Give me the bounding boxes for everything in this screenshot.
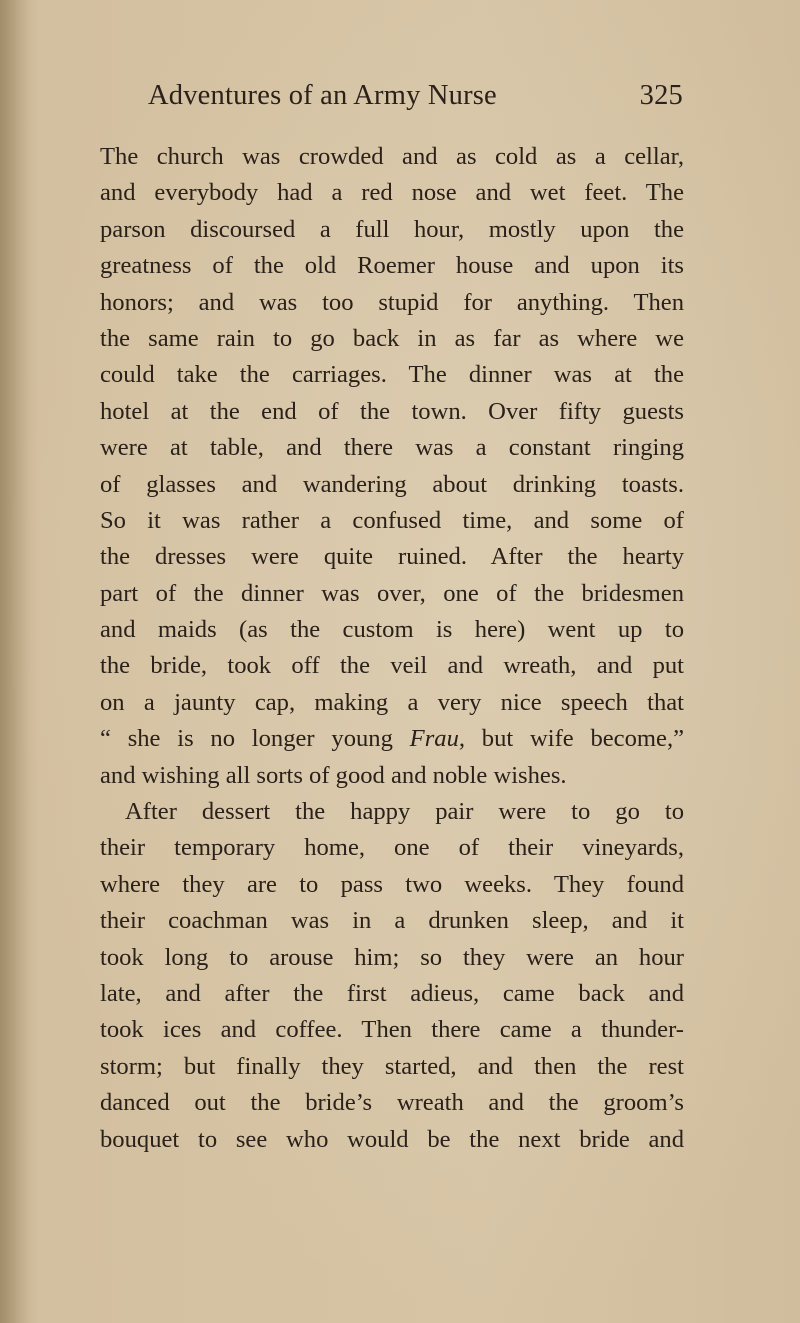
text-line: danced out the bride’s wreath and the groom’s <box>100 1089 684 1117</box>
text-line: and everybody had a red nose and wet feet. The <box>100 179 684 207</box>
page-number: 325 <box>639 80 683 111</box>
text-line: bouquet to see who would be the next bride and <box>100 1125 684 1153</box>
text-line: on a jaunty cap, making a very nice speech that <box>100 688 684 716</box>
page-gutter-shadow <box>0 0 30 1323</box>
text-line: could take the carriages. The dinner was at the <box>100 361 684 389</box>
text-line: the bride, took off the veil and wreath, and put <box>100 652 684 680</box>
text-line: storm; but finally they started, and then the rest <box>100 1052 684 1080</box>
text-line: hotel at the end of the town. Over fifty guests <box>100 397 684 425</box>
text-segment: but wife become,” <box>465 725 685 753</box>
running-title: Adventures of an Army Nurse <box>148 80 497 111</box>
text-line: where they are to pass two weeks. They found <box>100 870 684 898</box>
text-line: and maids (as the custom is here) went up to <box>100 616 684 644</box>
text-line: After dessert the happy pair were to go to <box>125 798 684 826</box>
text-line: took ices and coffee. Then there came a thunder- <box>100 1016 684 1044</box>
text-line: their temporary home, one of their vineyards, <box>100 834 684 862</box>
text-line: their coachman was in a drunken sleep, and it <box>100 907 684 935</box>
running-header <box>148 80 683 124</box>
text-line: greatness of the old Roemer house and upon its <box>100 252 684 280</box>
text-line: parson discoursed a full hour, mostly upon the <box>100 215 684 243</box>
text-line: So it was rather a confused time, and some of <box>100 506 684 534</box>
text-line: were at table, and there was a constant ringing <box>100 434 684 462</box>
text-line: late, and after the first adieus, came back and <box>100 979 684 1007</box>
text-line: the dresses were quite ruined. After the hearty <box>100 543 684 571</box>
body-text <box>100 139 684 1158</box>
text-line: and wishing all sorts of good and noble wishes. <box>100 761 567 789</box>
italic-word: Frau, <box>409 725 466 753</box>
text-line: honors; and was too stupid for anything. Then <box>100 288 684 316</box>
text-line: the same rain to go back in as far as where we <box>100 324 684 352</box>
text-line: part of the dinner was over, one of the bridesmen <box>100 579 684 607</box>
text-segment: “ she is no longer young <box>100 725 410 753</box>
text-line: took long to arouse him; so they were an hour <box>100 943 684 971</box>
text-line: of glasses and wandering about drinking toasts. <box>100 470 684 498</box>
text-line-with-italic <box>100 721 684 757</box>
text-line: The church was crowded and as cold as a cellar, <box>100 143 684 170</box>
